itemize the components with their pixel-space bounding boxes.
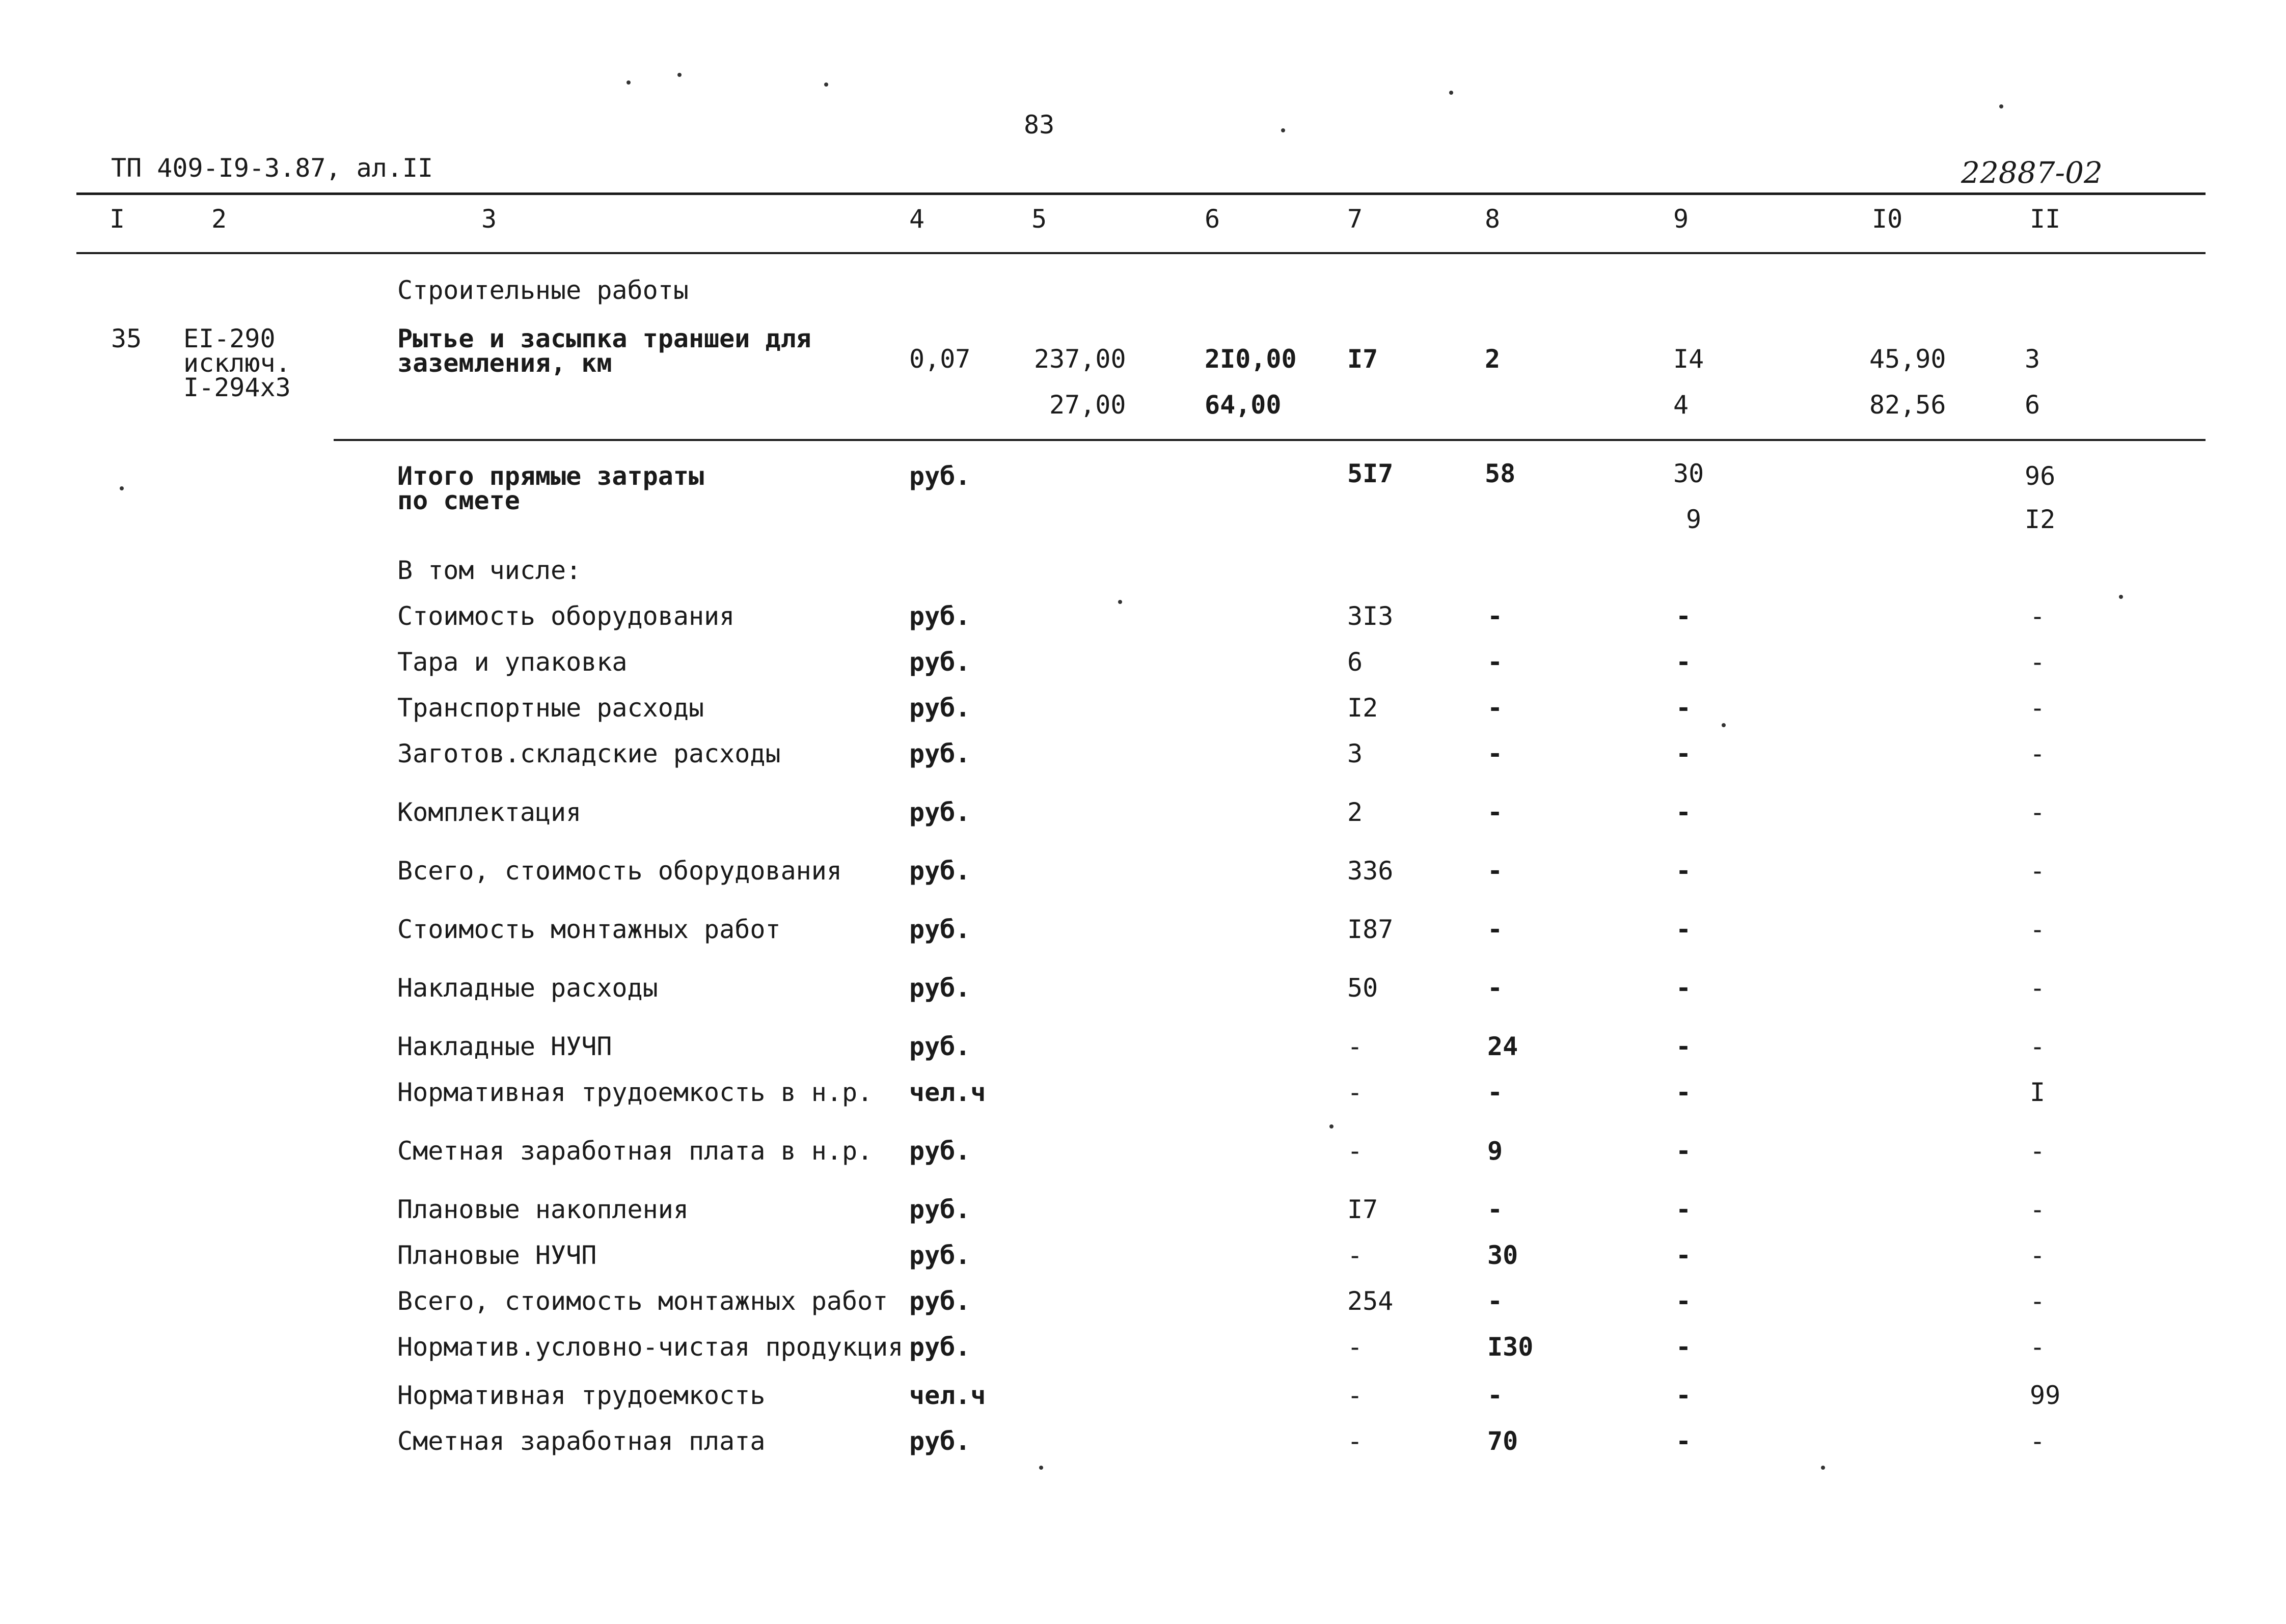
breakdown-col7: 2 [1347,797,1363,827]
breakdown-name: Комплектация [397,797,582,827]
item-col6-line-1: 2I0,00 [1205,344,1297,374]
scan-speck [1449,91,1453,95]
breakdown-unit: руб. [909,739,971,768]
breakdown-col7: 50 [1347,973,1378,1003]
breakdown-col9: - [1676,1381,1692,1410]
breakdown-name: Сметная заработная плата [397,1426,766,1456]
breakdown-col11: - [2030,856,2046,886]
breakdown-col8: - [1487,1078,1503,1107]
breakdown-col8: - [1487,915,1503,944]
breakdown-col9: - [1676,601,1692,631]
page-number: 83 [1024,110,1055,140]
breakdown-name: Плановые НУЧП [397,1241,597,1270]
item-col11-line-1: 3 [2025,344,2040,374]
breakdown-col9: - [1676,693,1692,723]
scan-speck [1039,1466,1043,1470]
item-col6-line-2: 64,00 [1205,390,1282,420]
breakdown-name: Всего, стоимость оборудования [397,856,842,886]
breakdown-col9: - [1676,1078,1692,1107]
breakdown-col11: - [2030,739,2046,768]
scan-speck [1999,104,2003,108]
breakdown-col7: 254 [1347,1286,1394,1316]
breakdown-col9: - [1676,973,1692,1003]
breakdown-unit: руб. [909,1332,971,1362]
breakdown-col11: - [2030,1032,2046,1061]
section-title: Строительные работы [397,276,689,305]
total-name-line-1: Итого прямые затраты [397,461,704,491]
breakdown-unit: руб. [909,601,971,631]
breakdown-unit: руб. [909,1241,971,1270]
breakdown-col7: - [1347,1078,1363,1107]
breakdown-unit: руб. [909,797,971,827]
breakdown-col7: 336 [1347,856,1394,886]
inventory-stamp: 22887-02 [1961,155,2103,190]
breakdown-col7: I7 [1347,1195,1378,1224]
breakdown-col7: - [1347,1136,1363,1166]
breakdown-unit: руб. [909,1136,971,1166]
breakdown-col9: - [1676,797,1692,827]
breakdown-col11: I [2030,1078,2046,1107]
total-col8: 58 [1485,459,1516,488]
breakdown-col9: - [1676,1241,1692,1270]
breakdown-col11: - [2030,1332,2046,1362]
item-quantity: 0,07 [909,344,971,374]
breakdown-col11: - [2030,797,2046,827]
total-name-line-2: по смете [397,486,520,515]
scan-speck [1722,723,1726,727]
scan-speck [1329,1124,1334,1128]
breakdown-col8: - [1487,797,1503,827]
item-col9-line-1: I4 [1673,344,1704,374]
col-header-7: 7 [1347,204,1363,234]
breakdown-col8: 30 [1487,1241,1518,1270]
breakdown-name: Тара и упаковка [397,647,628,677]
total-col9-line-2: 9 [1686,505,1702,534]
breakdown-name: Всего, стоимость монтажных работ [397,1286,888,1316]
breakdown-col11: - [2030,1286,2046,1316]
col-header-3: 3 [481,204,497,234]
breakdown-col8: - [1487,601,1503,631]
breakdown-col8: - [1487,739,1503,768]
breakdown-name: Нормативная трудоемкость [397,1381,766,1410]
item-name-line-1: Рытье и засыпка траншеи для [397,324,811,353]
breakdown-unit: чел.ч [909,1381,986,1410]
col-header-10: I0 [1872,204,1903,234]
breakdown-col9: - [1676,1136,1692,1166]
breakdown-col11: - [2030,1426,2046,1456]
breakdown-col7: I2 [1347,693,1378,723]
breakdown-name: Стоимость монтажных работ [397,915,781,944]
total-col7: 5I7 [1347,459,1394,488]
scan-speck [677,73,682,77]
col-header-9: 9 [1673,204,1689,234]
breakdown-col7: 6 [1347,647,1363,677]
breakdown-col11: - [2030,1136,2046,1166]
scan-speck [824,82,828,87]
breakdown-col7: - [1347,1426,1363,1456]
breakdown-col8: - [1487,1195,1503,1224]
breakdown-col9: - [1676,856,1692,886]
breakdown-col8: 9 [1487,1136,1503,1166]
breakdown-col11: - [2030,1241,2046,1270]
breakdown-col11: - [2030,693,2046,723]
breakdown-unit: руб. [909,693,971,723]
breakdown-col7: - [1347,1241,1363,1270]
col-header-5: 5 [1031,204,1047,234]
item-col7: I7 [1347,344,1378,374]
item-code-line-2: исключ. [183,348,291,378]
total-col9-line-1: 30 [1673,459,1704,488]
item-col5-line-1: 237,00 [1034,344,1126,374]
total-col11-line-2: I2 [2025,505,2056,534]
breakdown-name: Сметная заработная плата в н.р. [397,1136,873,1166]
breakdown-col11: - [2030,601,2046,631]
breakdown-col11: - [2030,915,2046,944]
breakdown-col7: - [1347,1381,1363,1410]
breakdown-col9: - [1676,647,1692,677]
breakdown-col7: - [1347,1032,1363,1061]
breakdown-col9: - [1676,1426,1692,1456]
doc-reference: ТП 409-I9-3.87, ал.II [111,153,433,183]
breakdown-col8: - [1487,973,1503,1003]
item-col10-line-1: 45,90 [1869,344,1946,374]
breakdown-name: Стоимость оборудования [397,601,735,631]
breakdown-col9: - [1676,739,1692,768]
breakdown-col8: - [1487,1381,1503,1410]
total-unit: руб. [909,461,971,491]
scan-speck [1281,128,1285,132]
breakdown-name: Плановые накопления [397,1195,689,1224]
breakdown-col11: 99 [2030,1381,2061,1410]
breakdown-name: Накладные расходы [397,973,658,1003]
breakdown-unit: руб. [909,1426,971,1456]
item-code-line-1: EI-290 [183,324,276,353]
breakdown-col7: 3I3 [1347,601,1394,631]
item-name-line-2: заземления, км [397,348,612,378]
col-header-4: 4 [909,204,925,234]
breakdown-unit: руб. [909,1286,971,1316]
item-col5-line-2: 27,00 [1049,390,1126,420]
breakdown-col8: - [1487,647,1503,677]
breakdown-name: Норматив.условно-чистая продукция [397,1332,904,1362]
breakdown-unit: руб. [909,647,971,677]
breakdown-col8: 24 [1487,1032,1518,1061]
breakdown-name: Нормативная трудоемкость в н.р. [397,1078,873,1107]
breakdown-col8: - [1487,1286,1503,1316]
breakdown-col9: - [1676,1032,1692,1061]
scan-speck [120,486,124,490]
item-col8: 2 [1485,344,1501,374]
col-header-2: 2 [211,204,227,234]
breakdown-col8: I30 [1487,1332,1534,1362]
breakdown-unit: руб. [909,915,971,944]
item-col10-line-2: 82,56 [1869,390,1946,420]
col-header-1: I [110,204,125,234]
header-bottom-rule [76,252,2206,254]
item-code-line-3: I-294x3 [183,373,291,402]
breakdown-col7: - [1347,1332,1363,1362]
col-header-11: II [2030,204,2061,234]
breakdown-unit: руб. [909,856,971,886]
breakdown-col9: - [1676,1195,1692,1224]
breakdown-col9: - [1676,1286,1692,1316]
breakdown-col9: - [1676,1332,1692,1362]
breakdown-name: Накладные НУЧП [397,1032,612,1061]
breakdown-name: Заготов.складские расходы [397,739,781,768]
scan-speck [2119,595,2123,599]
breakdown-col8: - [1487,856,1503,886]
breakdown-col9: - [1676,915,1692,944]
header-top-rule [76,192,2206,195]
scan-speck [627,80,631,85]
breakdown-unit: руб. [909,1195,971,1224]
breakdown-col11: - [2030,1195,2046,1224]
breakdown-col11: - [2030,647,2046,677]
breakdown-col8: - [1487,693,1503,723]
item-col11-line-2: 6 [2025,390,2040,420]
total-col11-line-1: 96 [2025,461,2056,491]
breakdown-col7: I87 [1347,915,1394,944]
breakdown-col7: 3 [1347,739,1363,768]
breakdown-col8: 70 [1487,1426,1518,1456]
col-header-8: 8 [1485,204,1501,234]
item-col9-line-2: 4 [1673,390,1689,420]
scan-speck [1118,600,1122,604]
including-label: В том числе: [397,556,582,585]
breakdown-name: Транспортные расходы [397,693,704,723]
col-header-6: 6 [1205,204,1220,234]
subtotal-rule [334,439,2206,441]
breakdown-col11: - [2030,973,2046,1003]
item-number: 35 [111,324,142,353]
breakdown-unit: руб. [909,1032,971,1061]
breakdown-unit: руб. [909,973,971,1003]
breakdown-unit: чел.ч [909,1078,986,1107]
scan-speck [1821,1466,1825,1470]
